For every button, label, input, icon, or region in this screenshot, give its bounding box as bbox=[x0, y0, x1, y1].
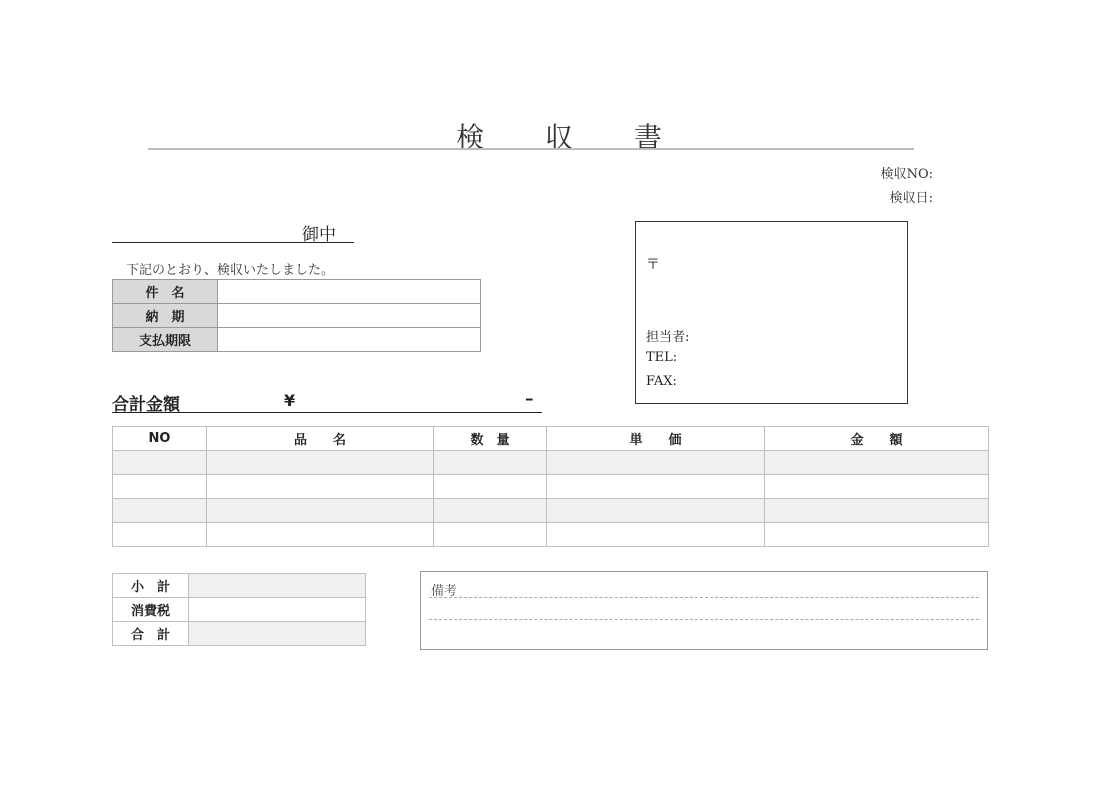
table-row bbox=[113, 475, 989, 499]
info-label-subject: 件 名 bbox=[113, 280, 218, 304]
header-unit-price: 単 価 bbox=[547, 427, 765, 451]
cell-item-name[interactable] bbox=[207, 475, 434, 499]
header-item-name: 品 名 bbox=[207, 427, 434, 451]
cell-unit-price[interactable] bbox=[547, 475, 765, 499]
info-table bbox=[112, 279, 481, 352]
table-row bbox=[113, 523, 989, 547]
cell-item-name[interactable] bbox=[207, 523, 434, 547]
tax-label: 消費税 bbox=[113, 598, 189, 622]
info-label-delivery: 納 期 bbox=[113, 304, 218, 328]
grand-total-label: 合 計 bbox=[113, 622, 189, 646]
header-no: NO bbox=[113, 427, 207, 451]
info-row-payment-due bbox=[113, 328, 481, 352]
header-amount: 金 額 bbox=[765, 427, 989, 451]
summary-row-total bbox=[113, 622, 366, 646]
cell-unit-price[interactable] bbox=[547, 451, 765, 475]
total-dash: – bbox=[525, 389, 534, 409]
summary-row-subtotal bbox=[113, 574, 366, 598]
items-header-row bbox=[113, 427, 989, 451]
cell-quantity[interactable] bbox=[434, 523, 547, 547]
remarks-label: 備考 bbox=[431, 584, 458, 599]
info-value-delivery[interactable] bbox=[218, 304, 481, 328]
cell-amount[interactable] bbox=[765, 475, 989, 499]
currency-symbol: ¥ bbox=[284, 391, 296, 410]
header-quantity: 数 量 bbox=[434, 427, 547, 451]
cell-quantity[interactable] bbox=[434, 499, 547, 523]
cell-no[interactable] bbox=[113, 451, 207, 475]
items-table bbox=[112, 426, 989, 547]
recipient-suffix: 御中 bbox=[302, 225, 336, 245]
info-value-subject[interactable] bbox=[218, 280, 481, 304]
cell-item-name[interactable] bbox=[207, 451, 434, 475]
cell-quantity[interactable] bbox=[434, 475, 547, 499]
info-value-payment-due[interactable] bbox=[218, 328, 481, 352]
tax-value[interactable] bbox=[189, 598, 366, 622]
cell-amount[interactable] bbox=[765, 451, 989, 475]
sender-box bbox=[635, 221, 908, 404]
cell-amount[interactable] bbox=[765, 523, 989, 547]
contact-label: 担当者: bbox=[646, 330, 690, 345]
cell-quantity[interactable] bbox=[434, 451, 547, 475]
total-amount-label: 合計金額 bbox=[112, 395, 180, 415]
table-row bbox=[113, 499, 989, 523]
inspection-date-label: 検収日: bbox=[889, 191, 933, 206]
fax-label: FAX: bbox=[646, 374, 677, 389]
tel-label: TEL: bbox=[646, 350, 678, 365]
subtotal-label: 小 計 bbox=[113, 574, 189, 598]
cell-amount[interactable] bbox=[765, 499, 989, 523]
summary-row-tax bbox=[113, 598, 366, 622]
cell-item-name[interactable] bbox=[207, 499, 434, 523]
inspection-no-label: 検収NO: bbox=[880, 167, 933, 182]
intro-text: 下記のとおり、検収いたしました。 bbox=[126, 263, 335, 278]
info-row-delivery bbox=[113, 304, 481, 328]
remarks-line bbox=[429, 619, 979, 620]
cell-no[interactable] bbox=[113, 475, 207, 499]
title-underline bbox=[148, 148, 914, 150]
info-label-payment-due: 支払期限 bbox=[113, 328, 218, 352]
remarks-box[interactable] bbox=[420, 571, 988, 650]
cell-unit-price[interactable] bbox=[547, 499, 765, 523]
table-row bbox=[113, 451, 989, 475]
subtotal-value[interactable] bbox=[189, 574, 366, 598]
cell-no[interactable] bbox=[113, 499, 207, 523]
cell-no[interactable] bbox=[113, 523, 207, 547]
remarks-line bbox=[429, 597, 979, 598]
document-title: 検 収 書 bbox=[456, 121, 688, 154]
recipient-line[interactable] bbox=[112, 220, 354, 243]
summary-table bbox=[112, 573, 366, 646]
postal-mark: 〒 bbox=[646, 257, 660, 273]
cell-unit-price[interactable] bbox=[547, 523, 765, 547]
total-underline bbox=[112, 412, 542, 413]
info-row-subject bbox=[113, 280, 481, 304]
grand-total-value[interactable] bbox=[189, 622, 366, 646]
